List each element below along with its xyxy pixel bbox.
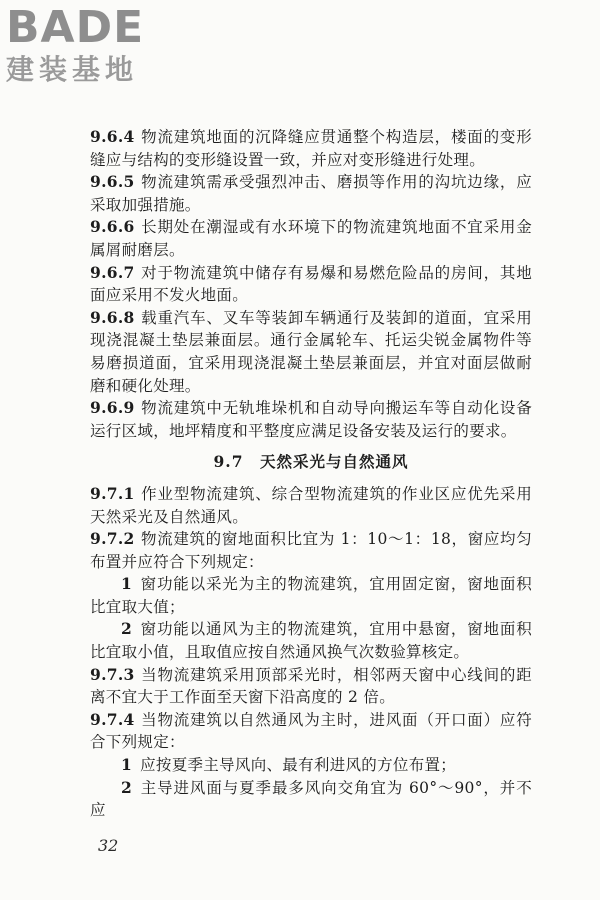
clause-9-6-9	[90, 397, 532, 442]
item-number: 1	[121, 574, 133, 594]
clause-9-7-4	[90, 709, 532, 754]
item-text: 窗功能以通风为主的物流建筑，宜用中悬窗，窗地面积比宜取小值，且取值应按自然通风换气次数验算核定。	[90, 620, 532, 662]
clause-text: 物流建筑需承受强烈冲击、磨损等作用的沟坑边缘，应采取加强措施。	[90, 173, 532, 214]
item-number: 2	[121, 619, 133, 639]
clause-number: 9.6.4	[90, 127, 135, 146]
clause-number: 9.7.2	[90, 529, 135, 549]
clause-text: 物流建筑中无轨堆垛机和自动导向搬运车等自动化设备运行区域，地坪精度和平整度应满足设备安装及运行的要求。	[90, 399, 532, 440]
clause-number: 9.6.6	[90, 217, 135, 237]
clause-text: 对于物流建筑中储存有易爆和易燃危险品的房间，其地面应采用不发火地面。	[90, 263, 532, 305]
clause-number: 9.7.3	[90, 664, 135, 684]
clause-9-7-1	[90, 483, 532, 528]
clause-9-7-4-item-1	[90, 754, 532, 777]
item-text: 窗功能以采光为主的物流建筑，宜用固定窗，窗地面积比宜取大值；	[90, 575, 532, 616]
clause-9-7-3	[90, 664, 532, 709]
clause-text: 当物流建筑以自然通风为主时，进风面（开口面）应符合下列规定：	[90, 710, 532, 752]
clause-number: 9.6.9	[90, 398, 135, 418]
clause-text: 长期处在潮湿或有水环境下的物流建筑地面不宜采用金属屑耐磨层。	[90, 218, 532, 259]
clause-text: 物流建筑的窗地面积比宜为 1：10～1：18，窗应均匀布置并应符合下列规定：	[90, 530, 532, 571]
section-title: 9.7 天然采光与自然通风	[213, 452, 409, 472]
clause-number: 9.6.5	[90, 172, 135, 192]
clause-9-6-6	[90, 216, 532, 261]
clause-text: 当物流建筑采用顶部采光时，相邻两天窗中心线间的距离不宜大于工作面至天窗下沿高度的 2 倍。	[90, 665, 532, 707]
clause-9-7-2	[90, 528, 532, 573]
page-number: 32	[98, 836, 119, 855]
clause-9-7-2-item-2	[90, 618, 532, 663]
item-number: 1	[121, 755, 133, 775]
clause-text: 物流建筑地面的沉降缝应贯通整个构造层，楼面的变形缝应与结构的变形缝设置一致，并应对变形缝进行处理。	[90, 128, 532, 169]
clause-number: 9.6.8	[90, 307, 135, 327]
item-text: 主导进风面与夏季最多风向交角宜为 60°～90°，并不应	[90, 778, 532, 820]
clause-9-7-2-item-1	[90, 573, 532, 618]
clause-number: 9.7.1	[90, 483, 135, 503]
logo-text: 建装基地	[6, 53, 139, 86]
logo-mark: BADE	[6, 2, 145, 53]
clause-number: 9.7.4	[90, 709, 135, 729]
clause-9-6-5	[90, 171, 532, 216]
item-text: 应按夏季主导风向、最有利进风的方位布置；	[140, 756, 457, 775]
item-number: 2	[121, 777, 133, 797]
clause-text: 载重汽车、叉车等装卸车辆通行及装卸的道面，宜采用现浇混凝土垫层兼面层。通行金属轮车、托运尖锐金属物件等易磨损道面，宜采用现浇混凝土垫层兼面层，并宜对面层做耐磨和硬化处理。	[90, 308, 532, 395]
clause-9-6-7	[90, 262, 532, 307]
clause-number: 9.6.7	[90, 262, 135, 282]
document-body	[90, 126, 532, 822]
clause-9-7-4-item-2	[90, 777, 532, 822]
bade-logo	[6, 4, 144, 86]
clause-9-6-8	[90, 307, 532, 397]
clause-9-6-4	[90, 126, 532, 171]
clause-text: 作业型物流建筑、综合型物流建筑的作业区应优先采用天然采光及自然通风。	[90, 484, 532, 526]
